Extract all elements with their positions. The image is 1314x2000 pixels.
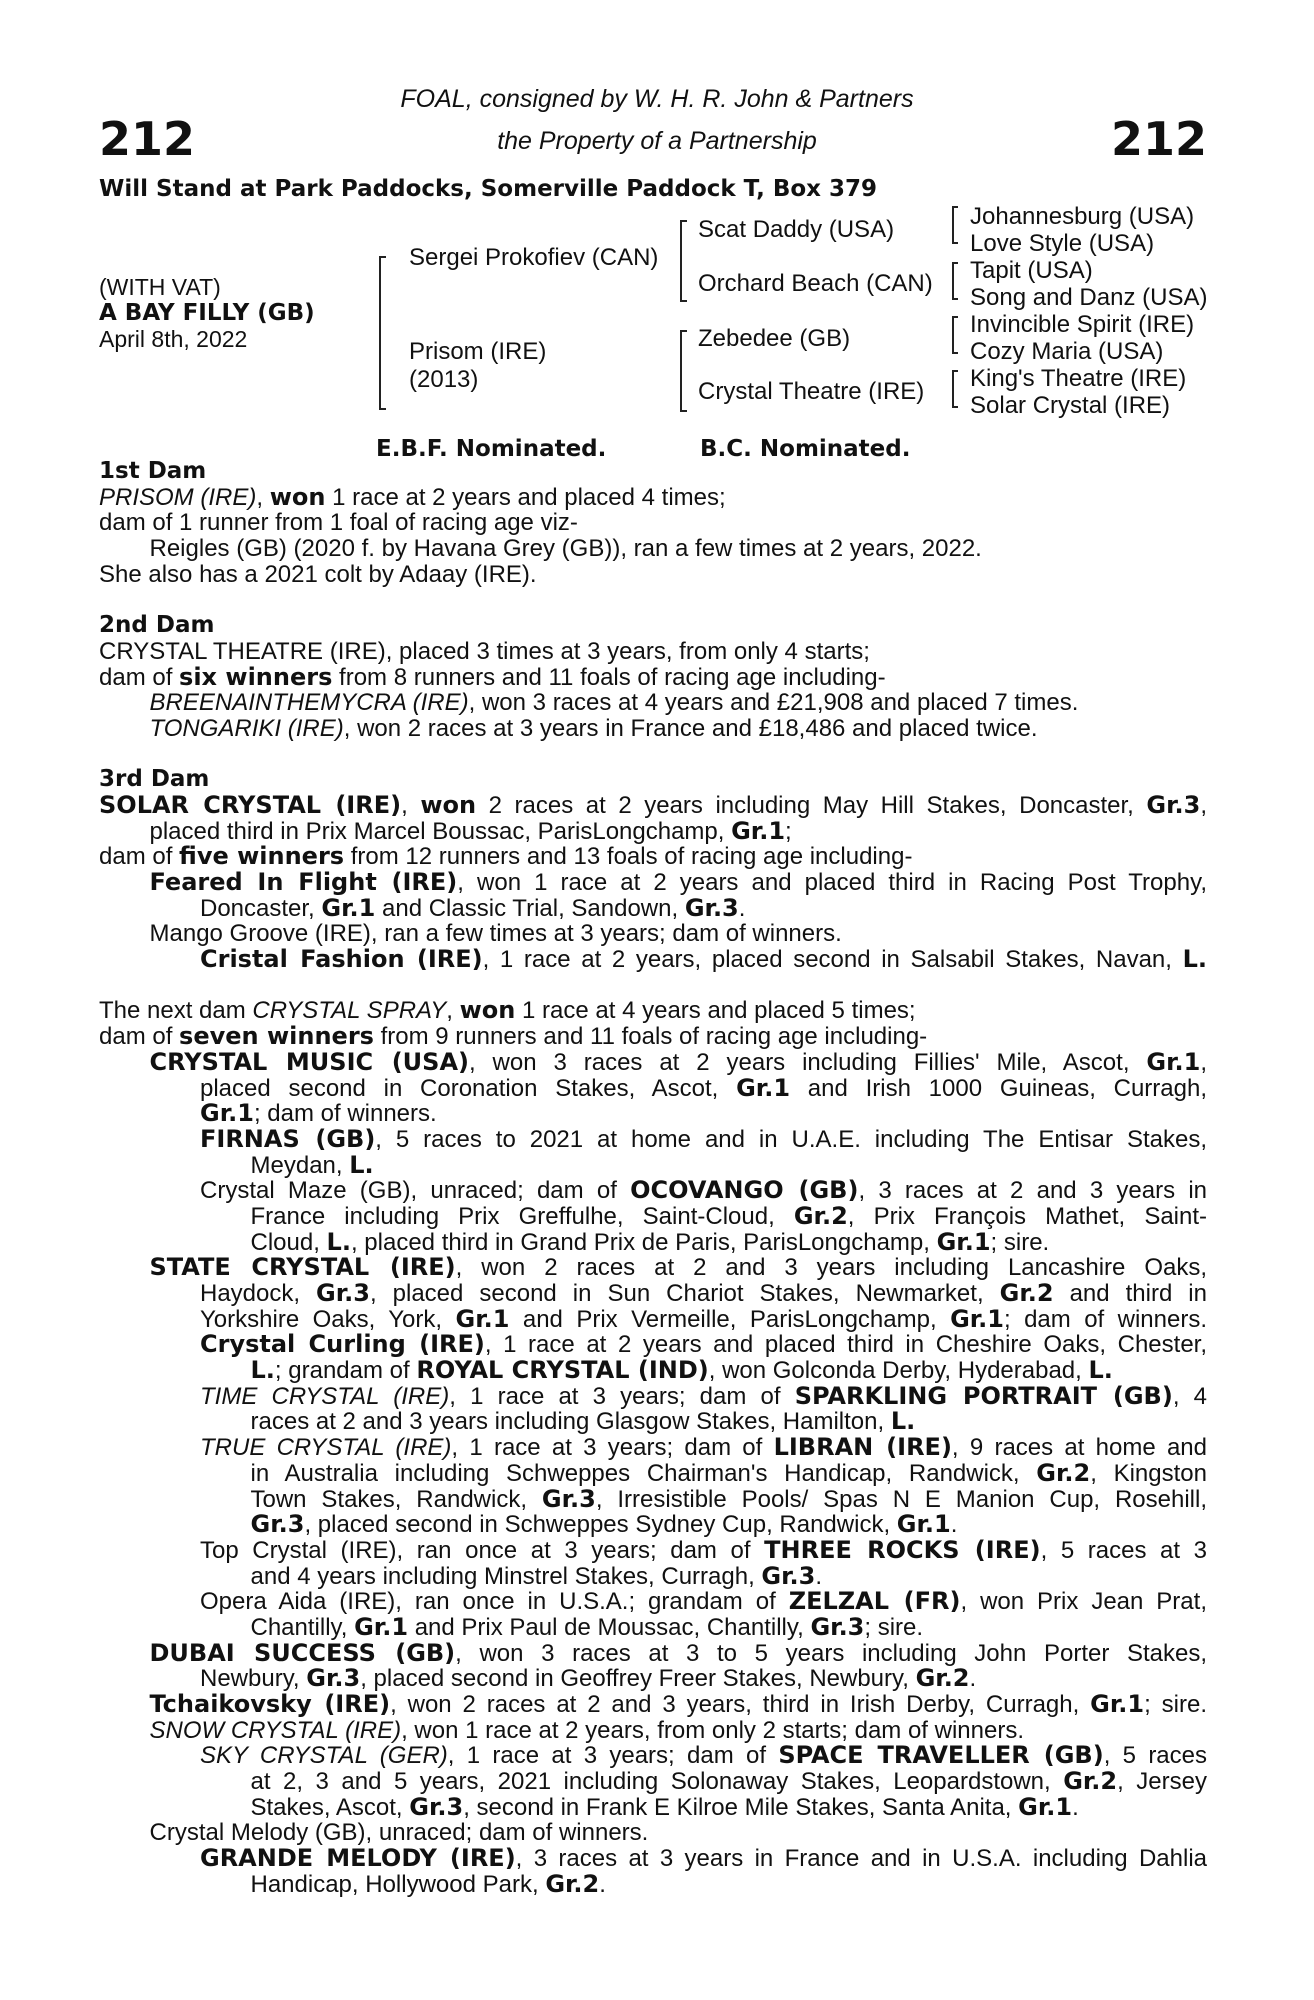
bold-text: Gr.3: [810, 1614, 865, 1641]
text-run: dam of: [99, 664, 180, 691]
bold-text: Gr.1: [950, 1306, 1004, 1333]
text-run: , Prix François Mathet, Saint-: [847, 1203, 1207, 1230]
text-line: [99, 1204, 1207, 1230]
text-line: [99, 1255, 1207, 1281]
text-run: and Prix Paul de Moussac, Chantilly,: [408, 1614, 811, 1641]
text-run: ,: [1200, 1049, 1207, 1076]
text-line: [99, 819, 1207, 845]
text-line: [99, 1024, 1207, 1050]
italic-text: SNOW CRYSTAL (IRE): [149, 1717, 402, 1744]
foaling-date: April 8th, 2022: [99, 326, 248, 352]
bold-text: seven winners: [179, 1024, 374, 1050]
text-line: [99, 1153, 1207, 1179]
text-run: and Classic Trial, Sandown,: [375, 895, 685, 922]
text-run: dam of: [99, 844, 180, 871]
text-line: [99, 1718, 1207, 1744]
section: [99, 459, 1207, 587]
bold-text: won: [459, 998, 516, 1025]
text-run: Crystal Maze (GB), unraced; dam of: [200, 1178, 631, 1204]
consignor-line: FOAL, consigned by W. H. R. John & Partners: [400, 85, 914, 113]
pedigree-dds: King's Theatre (IRE): [970, 365, 1187, 392]
text-line: [99, 1409, 1207, 1435]
text-run: .: [815, 1563, 823, 1590]
italic-text: TRUE CRYSTAL (IRE): [200, 1435, 452, 1461]
text-run: .: [950, 1512, 958, 1538]
bold-text: five winners: [179, 844, 345, 871]
pedigree-sire-sire: Scat Daddy (USA): [698, 216, 895, 243]
bold-text: Gr.1: [1146, 1049, 1201, 1076]
text-line: [99, 998, 1207, 1024]
section: [99, 998, 1207, 1897]
bold-text: LIBRAN (IRE): [773, 1435, 952, 1461]
section: [99, 613, 1207, 741]
bold-text: Gr.1: [896, 1512, 951, 1538]
text-run: and third in: [1053, 1281, 1207, 1307]
bold-text: Feared In Flight (IRE): [149, 870, 458, 896]
pedigree-dam-year: (2013): [409, 366, 479, 393]
text-run: 1 race at 2 years and placed 4 times;: [325, 484, 726, 511]
text-line: [99, 1178, 1207, 1204]
text-run: races at 2 and 3 years including Glasgow Stakes, Hamilton,: [250, 1409, 891, 1436]
bold-text: Gr.3: [541, 1486, 596, 1513]
text-run: , Kingston: [1090, 1460, 1207, 1487]
bold-text: Cristal Fashion (IRE): [200, 947, 483, 973]
bold-text: Gr.1: [936, 1229, 991, 1256]
text-line: [99, 1666, 1207, 1692]
text-line: [99, 1820, 1207, 1846]
text-run: , 9 races at home and: [951, 1435, 1207, 1461]
text-run: , 5 races at 3: [1040, 1537, 1207, 1564]
bold-text: Gr.3: [761, 1563, 816, 1590]
text-line: [99, 1538, 1207, 1564]
bold-text: Gr.3: [250, 1512, 305, 1538]
horse-name: A BAY FILLY (GB): [99, 300, 315, 326]
text-line: [99, 1230, 1207, 1256]
pedigree-bracket-dam: [680, 330, 687, 412]
text-run: .: [1072, 1794, 1079, 1821]
text-run: , Jersey: [1117, 1769, 1207, 1795]
pedigree-dam: Prisom (IRE): [409, 338, 547, 365]
text-run: France including Prix Greffulhe, Saint-Cloud,: [250, 1203, 794, 1230]
catalogue-text: [99, 459, 1207, 1898]
bold-text: Gr.1: [736, 1075, 791, 1102]
text-line: [99, 1461, 1207, 1487]
pedigree-sdd: Song and Danz (USA): [970, 284, 1208, 311]
text-run: , won Prix Jean Prat,: [960, 1589, 1207, 1615]
section: [99, 767, 1207, 973]
text-run: Haydock,: [200, 1281, 317, 1307]
text-line: [99, 639, 1207, 665]
text-run: ; sire.: [990, 1229, 1050, 1256]
text-line: [99, 1512, 1207, 1538]
text-run: .: [738, 895, 746, 922]
bold-text: DUBAI SUCCESS (GB): [149, 1640, 456, 1667]
text-run: ; grandam of: [274, 1358, 417, 1384]
ebf-nomination: E.B.F. Nominated.: [376, 436, 607, 462]
bold-text: CRYSTAL MUSIC (USA): [149, 1049, 469, 1076]
text-line: [99, 1692, 1207, 1718]
bold-text: L.: [1182, 947, 1207, 973]
stand-line: Will Stand at Park Paddocks, Somerville Paddock T, Box 379: [99, 176, 878, 202]
text-run: in Australia including Schweppes Chairman's Handicap, Randwick,: [250, 1460, 1037, 1487]
bold-text: Gr.2: [793, 1203, 848, 1230]
text-line: [99, 1641, 1207, 1667]
text-run: , 1 race at 3 years; dam of: [449, 1383, 795, 1410]
text-run: , placed second in Sun Chariot Stakes, Newmarket,: [369, 1281, 1000, 1307]
pedigree-sss: Johannesburg (USA): [970, 203, 1195, 230]
bold-text: Crystal Curling (IRE): [200, 1332, 485, 1359]
bold-text: Gr.3: [409, 1794, 464, 1821]
text-run: ; dam of winners.: [253, 1101, 437, 1127]
pedigree-dsd: Cozy Maria (USA): [970, 338, 1164, 365]
section-heading: 1st Dam: [99, 458, 207, 484]
text-line: [99, 1564, 1207, 1590]
bold-text: Gr.1: [200, 1101, 254, 1127]
pedigree-bracket-main: [379, 256, 386, 410]
italic-text: BREENAINTHEMYCRA (IRE): [149, 690, 469, 716]
text-run: Doncaster,: [200, 895, 322, 922]
bold-text: OCOVANGO (GB): [630, 1178, 859, 1204]
bold-text: L.: [1088, 1358, 1113, 1384]
bold-text: L.: [349, 1152, 374, 1179]
text-line: [99, 1384, 1207, 1410]
text-run: , won 1 race at 2 years, from only 2 starts; dam of winners.: [401, 1717, 1024, 1744]
pedigree-bracket-ds: [952, 316, 958, 354]
italic-text: SKY CRYSTAL (GER): [200, 1743, 448, 1770]
bold-text: won: [269, 484, 326, 511]
text-run: , 1 race at 3 years; dam of: [447, 1743, 779, 1770]
bold-text: Tchaikovsky (IRE): [149, 1692, 391, 1718]
text-line: [99, 896, 1207, 922]
text-run: , placed second in Schweppes Sydney Cup, Randwick,: [304, 1512, 897, 1538]
italic-text: TIME CRYSTAL (IRE): [200, 1383, 450, 1410]
text-run: 2 races at 2 years including May Hill Stakes, Doncaster,: [476, 792, 1147, 819]
bold-text: Gr.1: [1018, 1794, 1073, 1821]
pedigree-ssd: Love Style (USA): [970, 230, 1155, 257]
text-run: from 12 runners and 13 foals of racing age including-: [344, 844, 913, 871]
bold-text: L.: [890, 1409, 916, 1436]
text-run: CRYSTAL THEATRE (IRE), placed 3 times at 3 years, from only 4 starts;: [99, 638, 870, 665]
bold-text: Gr.1: [1090, 1692, 1145, 1718]
text-run: 1 race at 4 years and placed 5 times;: [515, 998, 916, 1025]
vat-label: (WITH VAT): [99, 274, 221, 300]
text-run: ; dam of winners.: [1004, 1306, 1207, 1333]
bold-text: Gr.3: [306, 1666, 361, 1693]
bold-text: L.: [326, 1229, 351, 1256]
pedigree-bracket-sire: [680, 220, 687, 302]
text-line: [99, 947, 1207, 973]
text-line: [99, 485, 1207, 511]
text-run: Chantilly,: [250, 1614, 355, 1641]
text-line: [99, 1615, 1207, 1641]
text-run: dam of 1 runner from 1 foal of racing age viz-: [99, 510, 578, 537]
bold-text: Gr.1: [455, 1306, 510, 1333]
bold-text: six winners: [179, 664, 333, 691]
text-line: [99, 1769, 1207, 1795]
text-run: , won 2 races at 2 and 3 years, third in Irish Derby, Curragh,: [390, 1692, 1091, 1718]
text-line: [99, 1846, 1207, 1872]
text-run: placed second in Coronation Stakes, Ascot,: [200, 1075, 737, 1102]
text-run: , 3 races at 3 years in France and in U.S.A. including Dahlia: [515, 1846, 1207, 1872]
bold-text: ROYAL CRYSTAL (IND): [416, 1358, 709, 1384]
text-line: [99, 921, 1207, 947]
text-run: , won 3 races at 4 years and £21,908 and placed 7 times.: [468, 690, 1079, 716]
section-heading: 3rd Dam: [99, 766, 210, 793]
text-run: .: [969, 1666, 977, 1693]
text-run: , 5 races: [1103, 1743, 1207, 1770]
text-run: ,: [401, 792, 421, 819]
text-run: ;: [785, 818, 792, 845]
bold-text: Gr.2: [545, 1871, 600, 1898]
text-line: [99, 1332, 1207, 1358]
bold-text: won: [420, 792, 477, 819]
bold-text: Gr.3: [684, 895, 739, 922]
text-run: ,: [446, 998, 460, 1025]
text-run: and Irish 1000 Guineas, Curragh,: [790, 1075, 1207, 1102]
text-run: Meydan,: [250, 1152, 350, 1179]
text-line: [99, 1127, 1207, 1153]
text-run: Newbury,: [200, 1666, 307, 1693]
bold-text: Gr.2: [999, 1281, 1054, 1307]
bold-text: FIRNAS (GB): [200, 1126, 376, 1153]
pedigree-bracket-dd: [952, 370, 958, 408]
text-run: , 1 race at 2 years, placed second in Salsabil Stakes, Navan,: [482, 947, 1183, 973]
pedigree-dam-sire: Zebedee (GB): [698, 325, 851, 352]
text-run: Opera Aida (IRE), ran once in U.S.A.; grandam of: [200, 1589, 789, 1615]
bold-text: GRANDE MELODY (IRE): [200, 1846, 516, 1872]
text-run: Handicap, Hollywood Park,: [250, 1871, 546, 1898]
text-line: [99, 1358, 1207, 1384]
text-run: , Irresistible Pools/ Spas N E Manion Cup, Rosehill,: [595, 1486, 1207, 1513]
text-run: , 5 races to 2021 at home and in U.A.E. including The Entisar Stakes,: [375, 1126, 1207, 1153]
section-heading: 2nd Dam: [99, 612, 215, 639]
bold-text: Gr.1: [731, 818, 786, 845]
text-line: [99, 1281, 1207, 1307]
pedigree-sire: Sergei Prokofiev (CAN): [409, 244, 659, 271]
bold-text: Gr.2: [1063, 1769, 1118, 1795]
text-run: ,: [256, 484, 270, 511]
text-run: The next dam: [99, 998, 253, 1025]
bold-text: Gr.3: [1146, 792, 1201, 819]
text-line: [99, 716, 1207, 742]
text-run: Crystal Melody (GB), unraced; dam of winners.: [149, 1820, 649, 1847]
lot-number-left: 212: [99, 112, 196, 166]
bold-text: Gr.2: [1036, 1460, 1091, 1487]
bc-nomination: B.C. Nominated.: [700, 436, 911, 462]
text-run: .: [599, 1871, 606, 1898]
text-run: Mango Groove (IRE), ran a few times at 3 years; dam of winners.: [149, 921, 842, 948]
bold-text: SPACE TRAVELLER (GB): [778, 1743, 1104, 1770]
text-line: [99, 510, 1207, 536]
text-line: [99, 1872, 1207, 1898]
bold-text: SPARKLING PORTRAIT (GB): [794, 1383, 1173, 1410]
bold-text: THREE ROCKS (IRE): [764, 1537, 1041, 1564]
text-run: dam of: [99, 1024, 180, 1050]
bold-text: SOLAR CRYSTAL (IRE): [99, 792, 402, 819]
text-line: [99, 1487, 1207, 1513]
text-line: [99, 1050, 1207, 1076]
text-line: [99, 1795, 1207, 1821]
text-line: [99, 536, 1207, 562]
bold-text: STATE CRYSTAL (IRE): [149, 1255, 456, 1282]
pedigree-ddd: Solar Crystal (IRE): [970, 392, 1171, 419]
text-run: and 4 years including Minstrel Stakes, Curragh,: [250, 1563, 762, 1590]
text-line: [99, 690, 1207, 716]
text-run: at 2, 3 and 5 years, 2021 including Solonaway Stakes, Leopardstown,: [250, 1769, 1064, 1795]
text-run: , placed second in Geoffrey Freer Stakes, Newbury,: [360, 1666, 916, 1693]
pedigree-sire-dam: Orchard Beach (CAN): [698, 270, 933, 297]
text-run: Town Stakes, Randwick,: [250, 1486, 542, 1513]
text-run: , 1 race at 3 years; dam of: [451, 1435, 774, 1461]
text-run: Reigles (GB) (2020 f. by Havana Grey (GB)), ran a few times at 2 years, 2022.: [149, 536, 982, 562]
italic-text: CRYSTAL SPRAY: [252, 998, 447, 1025]
text-run: , 1 race at 2 years and placed third in Cheshire Oaks, Chester,: [484, 1332, 1207, 1359]
text-run: She also has a 2021 colt by Adaay (IRE).: [99, 561, 537, 588]
text-run: , won 3 races at 3 to 5 years including John Porter Stakes,: [455, 1640, 1207, 1667]
text-run: Cloud,: [250, 1229, 327, 1256]
text-run: , 3 races at 2 and 3 years in: [858, 1178, 1207, 1204]
text-run: ; sire.: [1144, 1692, 1207, 1718]
text-line: [99, 1435, 1207, 1461]
bold-text: Gr.1: [354, 1614, 409, 1641]
text-run: from 9 runners and 11 foals of racing age including-: [373, 1024, 928, 1050]
text-run: , second in Frank E Kilroe Mile Stakes, Santa Anita,: [463, 1794, 1019, 1821]
text-run: ,: [1200, 792, 1207, 819]
text-run: , won 2 races at 2 and 3 years including Lancashire Oaks,: [455, 1255, 1207, 1282]
text-run: , won 2 races at 3 years in France and £18,486 and placed twice.: [343, 715, 1038, 742]
lot-number-right: 212: [1110, 112, 1207, 166]
text-run: , placed third in Grand Prix de Paris, ParisLongchamp,: [350, 1229, 937, 1256]
text-line: [99, 870, 1207, 896]
bold-text: Gr.1: [321, 895, 376, 922]
pedigree-dss: Invincible Spirit (IRE): [970, 311, 1195, 338]
italic-text: TONGARIKI (IRE): [149, 715, 344, 742]
text-run: , 4: [1172, 1383, 1207, 1410]
text-run: Stakes, Ascot,: [250, 1794, 410, 1821]
text-line: [99, 1307, 1207, 1333]
text-line: [99, 1101, 1207, 1127]
pedigree-dam-dam: Crystal Theatre (IRE): [698, 378, 925, 405]
bold-text: L.: [250, 1358, 275, 1384]
text-run: placed third in Prix Marcel Boussac, ParisLongchamp,: [149, 818, 732, 845]
bold-text: ZELZAL (FR): [788, 1589, 961, 1615]
text-run: from 8 runners and 11 foals of racing age including-: [332, 664, 886, 691]
property-line: the Property of a Partnership: [497, 127, 817, 155]
text-line: [99, 665, 1207, 691]
text-run: Yorkshire Oaks, York,: [200, 1306, 456, 1333]
text-run: , won Golconda Derby, Hyderabad,: [708, 1358, 1089, 1384]
bold-text: Gr.2: [915, 1666, 970, 1693]
text-line: [99, 1589, 1207, 1615]
text-run: and Prix Vermeille, ParisLongchamp,: [509, 1306, 951, 1333]
text-line: [99, 793, 1207, 819]
bold-text: Gr.3: [316, 1281, 370, 1307]
text-run: Top Crystal (IRE), ran once at 3 years; dam of: [200, 1537, 765, 1564]
italic-text: PRISOM (IRE): [99, 484, 257, 511]
text-run: ; sire.: [864, 1614, 924, 1641]
pedigree-bracket-sd: [952, 262, 958, 300]
pedigree-bracket-ss: [952, 206, 958, 244]
text-line: [99, 844, 1207, 870]
text-run: , won 1 race at 2 years and placed third in Racing Post Trophy,: [457, 870, 1207, 896]
pedigree-sds: Tapit (USA): [970, 257, 1093, 284]
text-line: [99, 562, 1207, 588]
text-line: [99, 1743, 1207, 1769]
text-run: , won 3 races at 2 years including Fillies' Mile, Ascot,: [468, 1049, 1147, 1076]
text-line: [99, 1076, 1207, 1102]
